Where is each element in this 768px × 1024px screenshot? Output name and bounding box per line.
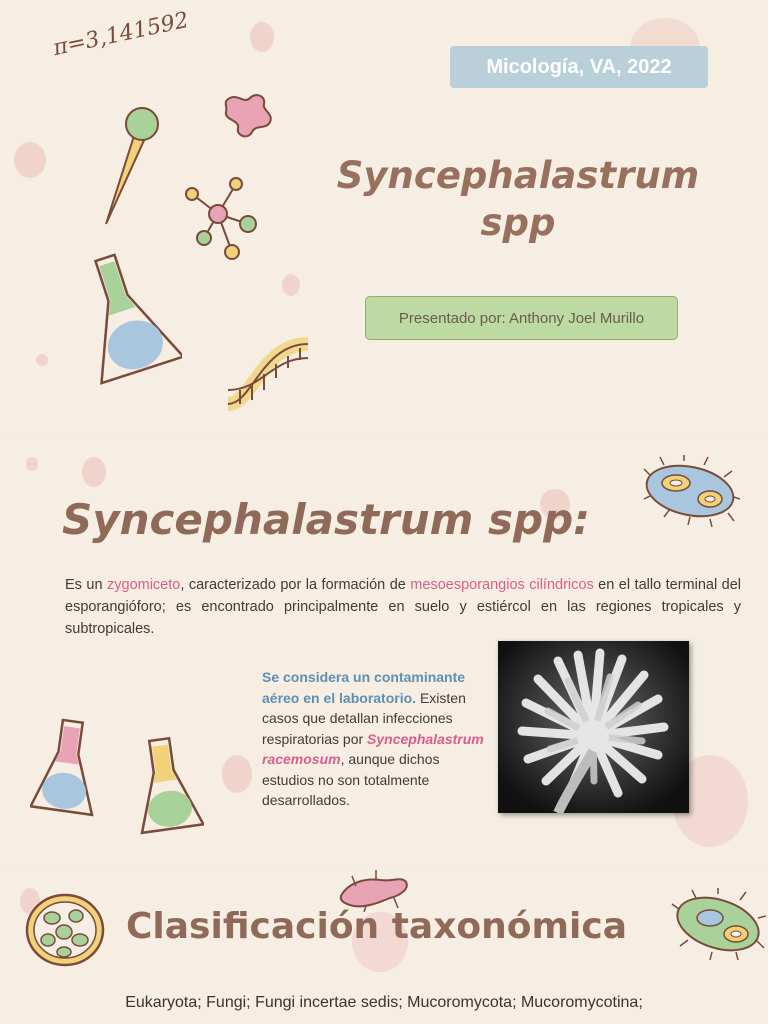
decor-blob <box>82 457 106 487</box>
taxonomy-title: Clasificación taxonómica <box>126 906 628 947</box>
flask-icon <box>72 246 182 386</box>
description-paragraph <box>65 574 741 640</box>
course-badge: Micología, VA, 2022 <box>450 46 708 88</box>
flask-icon <box>130 733 204 843</box>
note-text: , aunque dichos estudios no son totalmente desarrollados. <box>262 751 440 808</box>
decor-blob <box>14 142 46 178</box>
dna-icon <box>222 334 314 414</box>
decor-blob <box>250 22 274 52</box>
presenter-box: Presentado por: Anthony Joel Murillo <box>365 296 678 340</box>
bacteria-icon <box>220 90 278 142</box>
decor-blob <box>36 354 48 366</box>
para-text: en el tallo terminal del esporangióforo; es encontrado principalmente en suelo y estiércol en las regiones tropicales y subtropicales. <box>65 577 742 637</box>
microbe-icon <box>670 888 766 960</box>
section-title: Syncephalastrum spp: <box>62 495 590 544</box>
para-text: , caracterizado por la formación de <box>180 577 411 593</box>
decor-blob <box>222 755 252 793</box>
taxonomy-slide <box>0 866 768 1024</box>
microbe-icon <box>640 455 740 527</box>
decor-blob <box>282 274 300 296</box>
note-text: Existen casos que detallan infecciones respiratorias por <box>262 689 466 747</box>
note-highlight: Se considera un contaminante aéreo en el laboratorio. <box>262 669 466 706</box>
pipette-icon <box>98 104 168 230</box>
description-slide <box>0 433 768 865</box>
microscope-photo <box>498 641 689 813</box>
taxonomy-text: Eukaryota; Fungi; Fungi incertae sedis; Mucoromycota; Mucoromycotina; <box>125 994 643 1011</box>
para-highlight: mesoesporangios cilíndricos <box>410 577 594 593</box>
para-text: Es un <box>65 577 107 593</box>
pi-note: π=3,141592 <box>50 7 191 62</box>
para-highlight: zygomiceto <box>107 577 181 593</box>
cell-icon <box>24 892 106 968</box>
species-name: Syncephalastrum racemosum <box>262 730 484 767</box>
contaminant-note <box>262 667 494 811</box>
title-slide <box>0 0 768 432</box>
flask-icon <box>30 715 104 825</box>
cover-title: Syncephalastrum spp <box>336 154 700 244</box>
molecule-icon <box>180 172 262 264</box>
decor-blob <box>26 457 38 471</box>
